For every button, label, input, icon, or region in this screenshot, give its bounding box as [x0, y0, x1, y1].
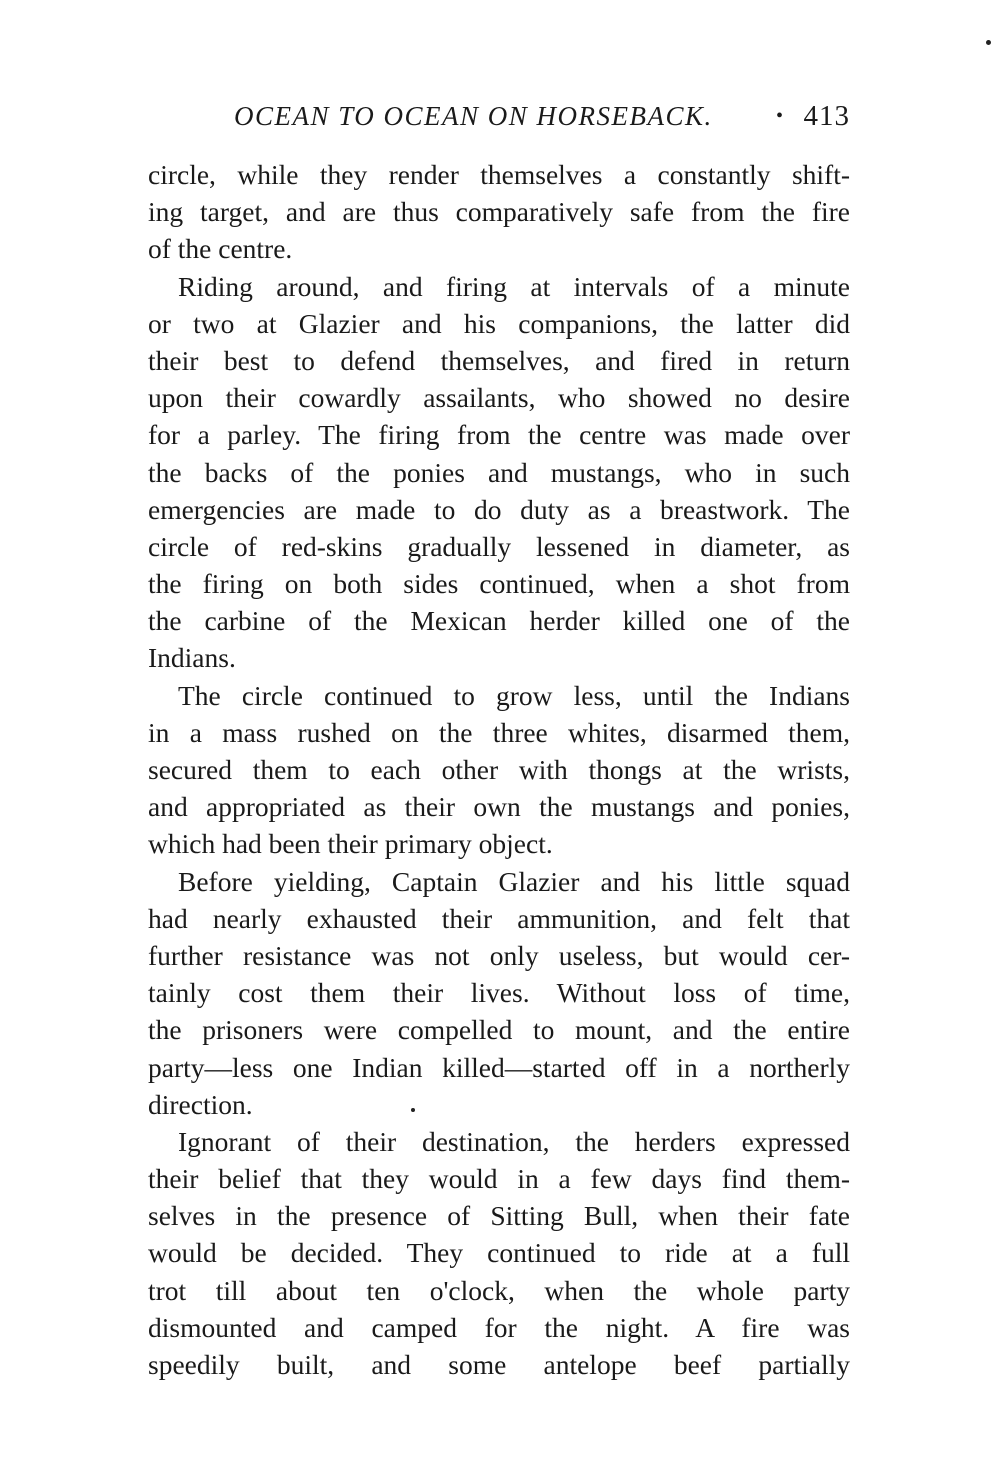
text-line: the prisoners were compelled to mount, and the entire	[148, 1014, 850, 1046]
text-line: dismounted and camped for the night. A fire was	[148, 1311, 850, 1343]
text-line: had nearly exhausted their ammunition, and felt that	[148, 902, 850, 934]
page-number: 413	[803, 100, 850, 132]
text-line: circle, while they render themselves a constantly shift-	[148, 159, 850, 190]
text-line: in a mass rushed on the three whites, disarmed them,	[148, 716, 850, 748]
margin-speck	[986, 40, 991, 45]
text-line: speedily built, and some antelope beef partially	[148, 1349, 850, 1380]
text-line: upon their cowardly assailants, who showed no desire	[148, 382, 850, 414]
text-line: the firing on both sides continued, when a shot from	[148, 568, 850, 600]
text-line: which had been their primary object.	[148, 828, 553, 860]
body-text	[148, 156, 850, 1383]
text-line: and appropriated as their own the mustangs and ponies,	[148, 791, 850, 823]
text-line: selves in the presence of Sitting Bull, when their fate	[148, 1200, 850, 1232]
text-line: secured them to each other with thongs at the wrists,	[148, 754, 850, 785]
text-line: party—less one Indian killed—started off in a northerly	[148, 1051, 850, 1083]
text-line: Indians.	[148, 642, 236, 674]
text-line: emergencies are made to do duty as a breastwork. The	[148, 493, 850, 525]
text-line: further resistance was not only useless, but would cer-	[148, 939, 850, 971]
text-line: circle of red-skins gradually lessened in diameter, as	[148, 530, 850, 562]
text-line: their best to defend themselves, and fired in return	[148, 344, 850, 376]
text-line-paragraph-start: The circle continued to grow less, until the Indians	[178, 679, 850, 711]
text-line: ing target, and are thus comparatively safe from the fire	[148, 196, 850, 228]
text-line: direction.	[148, 1088, 253, 1120]
text-line: their belief that they would in a few days find them-	[148, 1163, 850, 1195]
text-line: or two at Glazier and his companions, the latter did	[148, 307, 850, 339]
text-line-paragraph-start: Riding around, and firing at intervals of a minute	[178, 270, 850, 302]
text-line-paragraph-start: Ignorant of their destination, the herders expressed	[178, 1125, 850, 1157]
running-head-bullet: •	[776, 105, 784, 127]
text-line: the carbine of the Mexican herder killed one of the	[148, 605, 850, 637]
text-line: for a parley. The firing from the centre was made over	[148, 419, 850, 451]
text-line: would be decided. They continued to ride at a full	[148, 1237, 850, 1269]
text-line: trot till about ten o'clock, when the whole party	[148, 1274, 850, 1306]
text-line: the backs of the ponies and mustangs, who in such	[148, 456, 850, 488]
text-line: of the centre.	[148, 233, 293, 265]
running-head	[148, 96, 850, 136]
text-line-paragraph-start: Before yielding, Captain Glazier and his little squad	[178, 865, 850, 897]
text-line: tainly cost them their lives. Without loss of time,	[148, 977, 850, 1009]
running-title: OCEAN TO OCEAN ON HORSEBACK.	[234, 101, 713, 131]
